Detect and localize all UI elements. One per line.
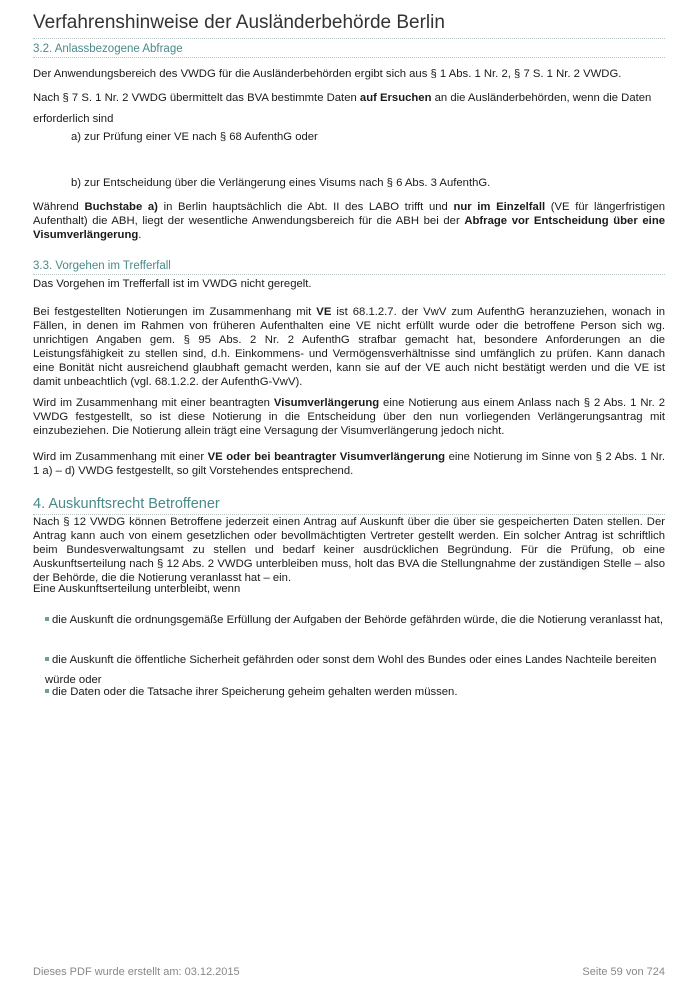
paragraph: Nach § 12 VWDG können Betroffene jederzeit einen Antrag auf Auskunft über die über sie gespeicherten Daten stellen. Der Antrag kann auch von einem gesetzlichen oder bevollmächtigten Vertreter gestellt werden. Ein solcher Antrag ist schriftlich beim Bundesverwaltungsamt zu stellen und bedarf keiner ausdrücklichen Begründung. Für die Prüfung, ob eine Auskunftserteilung nach § 12 Abs. 2 VWDG unterbleiben muss, holt das BVA die Stellungnahme der zuständigen Stelle – also der Behörde, die die Notierung veranlasst hat – ein. [33, 516, 665, 584]
section-heading-3-2: 3.2. Anlassbezogene Abfrage [33, 43, 665, 58]
page-title: Verfahrenshinweise der Ausländerbehörde Berlin [33, 12, 665, 39]
paragraph: Das Vorgehen im Trefferfall ist im VWDG nicht geregelt. [33, 278, 312, 290]
paragraph: Nach § 7 S. 1 Nr. 2 VWDG übermittelt das BVA bestimmte Daten auf Ersuchen an die Ausländerbehörden, wenn die Daten erforderlich sind [33, 92, 652, 125]
list-item: die Auskunft die ordnungsgemäße Erfüllung der Aufgaben der Behörde gefährden würde, die die Notierung veranlasst hat, [45, 610, 665, 630]
paragraph: Während Buchstabe a) in Berlin hauptsächlich die Abt. II des LABO trifft und nur im Einzelfall (VE für längerfristigen Aufenthalt) die ABH, liegt der wesentliche Anwendungsbereich für die ABH bei der Abfrage vor Entscheidung über eine Visumverlängerung. [33, 201, 666, 241]
list-item-b: b) zur Entscheidung über die Verlängerung eines Visums nach § 6 Abs. 3 AufenthG. [71, 177, 491, 189]
paragraph: Der Anwendungsbereich des VWDG für die Ausländerbehörden ergibt sich aus § 1 Abs. 1 Nr. 2, § 7 S. 1 Nr. 2 VWDG. [33, 68, 622, 80]
paragraph: Wird im Zusammenhang mit einer VE oder bei beantragter Visumverlängerung eine Notierung im Sinne von § 2 Abs. 1 Nr. 1 a) – d) VWDG festgestellt, so gilt Vorstehendes entsprechend. [33, 451, 665, 477]
section-heading-3-3: 3.3. Vorgehen im Trefferfall [33, 260, 665, 275]
section-heading-4: 4. Auskunftsrecht Betroffener [33, 496, 665, 515]
footer-created-date: Dieses PDF wurde erstellt am: 03.12.2015 [33, 966, 240, 978]
list-item: die Daten oder die Tatsache ihrer Speicherung geheim gehalten werden müssen. [45, 682, 665, 702]
list-item: die Auskunft die öffentliche Sicherheit gefährden oder sonst dem Wohl des Bundes oder eines Landes Nachteile bereiten würde oder [45, 654, 657, 686]
list-item-a: a) zur Prüfung einer VE nach § 68 AufenthG oder [71, 131, 318, 143]
footer-page-number: Seite 59 von 724 [582, 966, 665, 978]
paragraph: Wird im Zusammenhang mit einer beantragten Visumverlängerung eine Notierung aus einem Anlass nach § 2 Abs. 1 Nr. 2 VWDG festgestellt, so ist diese Notierung in die Entscheidung über den nun vorliegenden Verlängerungsantrag mit einzubeziehen. Die Notierung allein trägt eine Versagung der Visumverlängerung jedoch nicht. [33, 397, 665, 437]
bullet-icon [45, 657, 49, 661]
paragraph: Bei festgestellten Notierungen im Zusammenhang mit VE ist 68.1.2.7. der VwV zum AufenthG heranzuziehen, wonach in Fällen, in denen im Rahmen von früheren Aufenthalten eine VE nicht erfüllt wurde oder die betroffene Person sich wg. unrichtigen Angaben gem. § 95 Abs. 2 Nr. 2 AufenthG strafbar gemacht hat, besondere Anforderungen an die Leistungsfähigkeit zu stellen sind, d.h. Einkommens- und Vermögensverhältnisse sind umfänglich zu prüfen. Kann danach eine Bonität nicht ausreichend glaubhaft gemacht werden, kann sie auf der VE auch nicht bestätigt werden und die VE ist damit unbeachtlich (vgl. 68.1.2.2. der AufenthG-VwV). [33, 306, 665, 388]
bullet-icon [45, 689, 49, 693]
paragraph: Eine Auskunftserteilung unterbleibt, wenn [33, 583, 241, 595]
bullet-icon [45, 617, 49, 621]
